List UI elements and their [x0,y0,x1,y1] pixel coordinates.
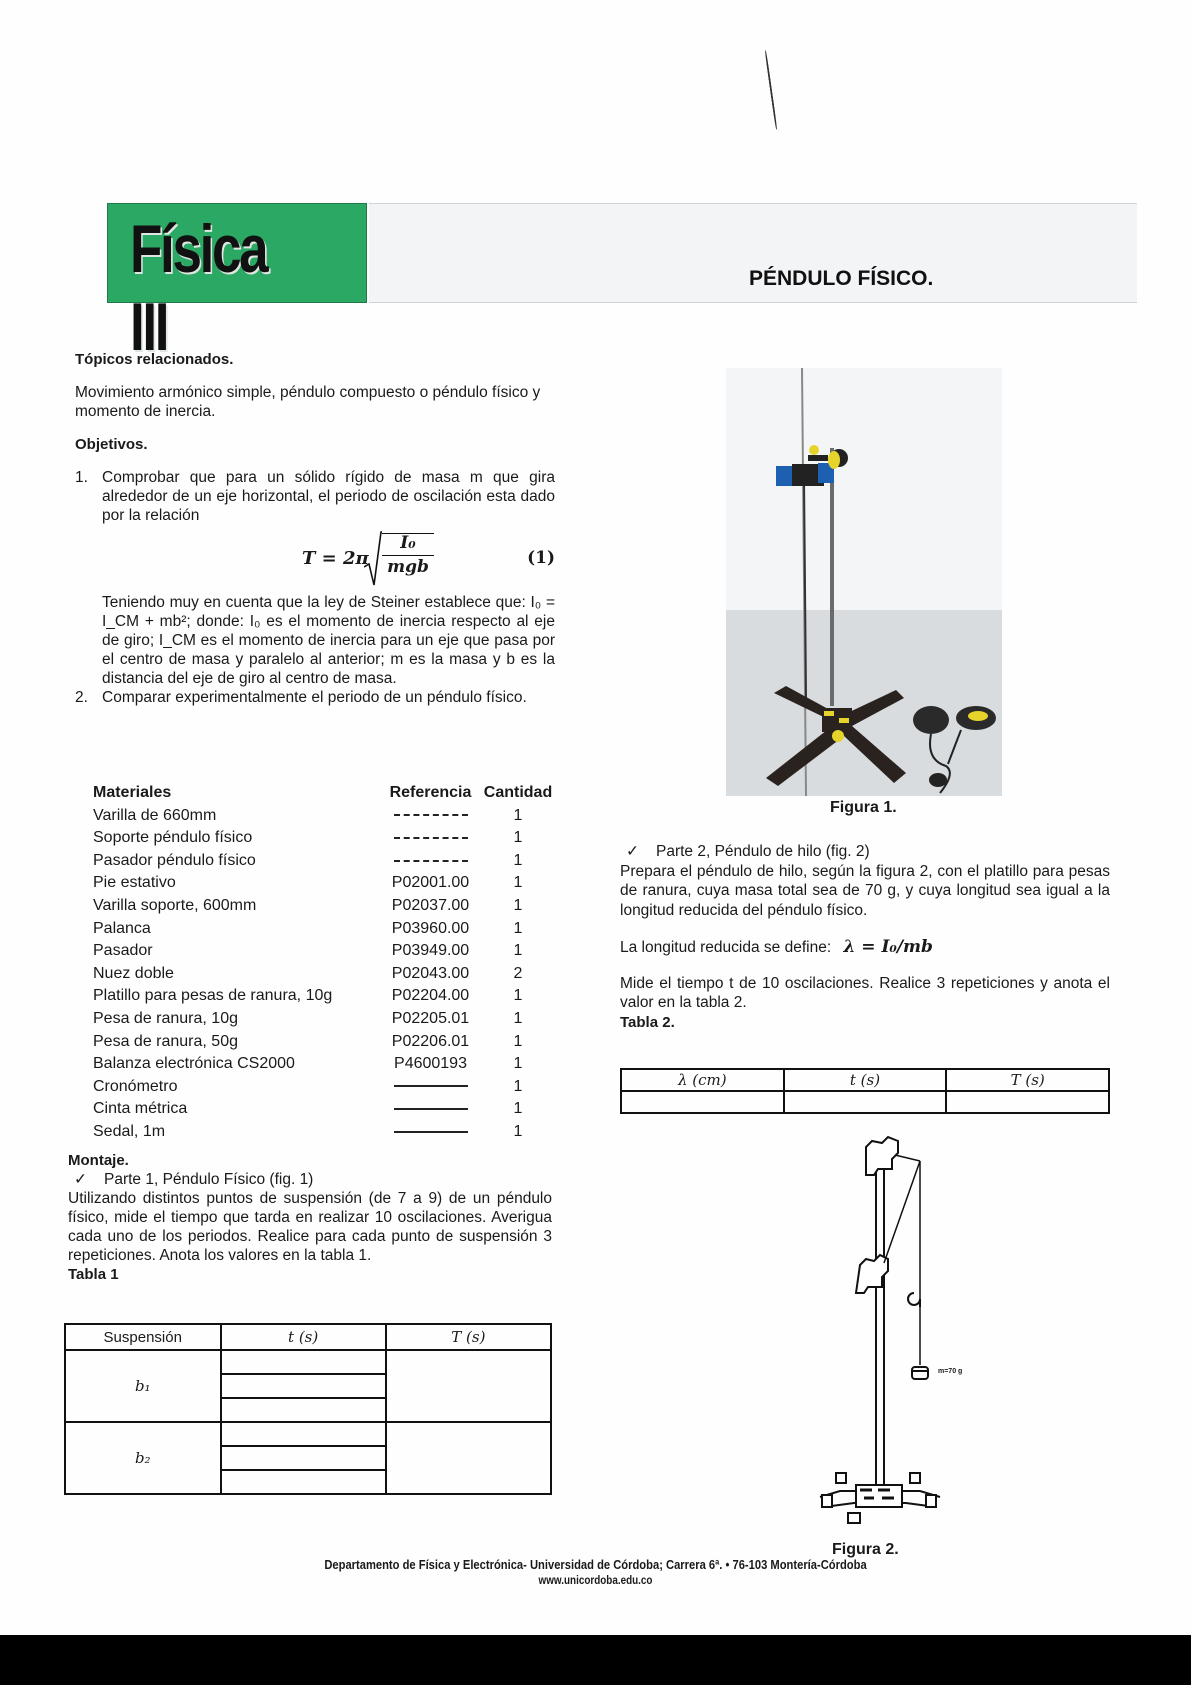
table-1-header: Suspensión t (s) T (s) [65,1324,551,1350]
title-band [369,203,1137,303]
formula-fraction: I₀ mgb [382,533,434,577]
checkmark-icon: ✓ [74,1171,87,1188]
scan-border [0,1635,1191,1685]
formula-lhs: T = 2π [302,548,369,569]
period-formula [102,529,555,591]
material-row: Cinta métrica 1 [93,1100,523,1118]
no-reference-dash [394,1085,468,1087]
material-row: Sedal, 1m 1 [93,1122,523,1140]
figure-2-drawing [760,1135,1020,1535]
no-reference-dash [394,837,468,839]
t-input-cell[interactable] [784,1091,947,1113]
T-input-cell[interactable] [946,1091,1109,1113]
t-input-cell[interactable] [221,1422,386,1446]
material-row: Balanza electrónica CS2000 P4600193 1 [93,1055,523,1073]
t-input-cell[interactable] [221,1398,386,1422]
figure-1-caption: Figura 1. [830,799,897,816]
steiner-note: Teniendo muy en cuenta que la ley de Steiner establece que: I₀ = I_CM + mb²; donde: I₀ es el momento de inercia respecto al eje de giro; I_CM es el momento de inercia para un eje que pasa por el centro de masa y paralelo al anterior; m es la masa y b es la distancia del eje de giro al centro de masa. [102,594,555,687]
course-logo-text: Física III [130,211,267,365]
figure-1-photo [726,368,1002,796]
topics-text: Movimiento armónico simple, péndulo compuesto o péndulo físico y momento de inercia. [75,384,541,420]
reduced-length-definition: La longitud reducida se define: λ = I₀/mb [620,937,933,957]
objective-1-text: Comprobar que para un sólido rígido de masa m que gira alrededor de un eje horizontal, el periodo de oscilación esta dado por la relación [102,469,555,524]
T-input-cell[interactable] [386,1350,551,1422]
checkmark-icon: ✓ [626,843,639,860]
sqrt-symbol-icon [364,531,382,587]
table2-title: Tabla 2. [620,1013,675,1031]
lambda-formula: λ = I₀/mb [843,937,933,957]
pendulum-photo-icon [726,368,1002,796]
material-row: Nuez doble P02043.00 2 [93,964,523,982]
page-footer [83,1556,1107,1590]
objective-item-1: 1. Comprobar que para un sólido rígido de masa m que gira alrededor de un eje horizontal, el periodo de oscilación esta dado por la relación T = 2π I₀ mgb (1) Teniendo muy en cuenta que la ley de Steiner establece que: I₀ = I_CM + mb²; donde: I₀ es el momento de inercia respecto al eje de giro; I_CM es el momento de inercia para un eje que pasa por el centro de masa y paralelo al anterior; m es la masa y b es la distancia del eje de giro al centro de masa. [75,469,555,687]
topics-heading: Tópicos relacionados. [75,351,234,368]
no-reference-dash [394,1131,468,1133]
material-row: Pasador P03949.00 1 [93,942,523,960]
table-2-header: λ (cm) t (s) T (s) [621,1069,1109,1091]
objective-2-text: Comparar experimentalmente el periodo de un péndulo físico. [102,689,527,706]
scan-artifact [764,50,777,129]
page-title: PÉNDULO FÍSICO. [749,267,934,290]
part1-label: ✓ Parte 1, Péndulo Físico (fig. 1) [74,1171,314,1188]
T-input-cell[interactable] [386,1422,551,1494]
footer-address: Departamento de Física y Electrónica- Universidad de Córdoba; Carrera 6ª. • 76-103 Montería-Córdoba [324,1557,867,1572]
material-row: Pesa de ranura, 50g P02206.01 1 [93,1032,523,1050]
materials-header: Materiales Referencia Cantidad [93,784,553,801]
montaje-heading: Montaje. [68,1152,129,1169]
part2-section [620,842,1110,1032]
measure-text: Mide el tiempo t de 10 oscilaciones. Realice 3 repeticiones y anota el valor en la tabla 2. [620,974,1110,1011]
no-reference-dash [394,1108,468,1110]
no-reference-dash [394,860,468,862]
table-2 [620,1068,1110,1114]
t-input-cell[interactable] [221,1446,386,1470]
part2-text: Prepara el péndulo de hilo, según la figura 2, con el platillo para pesas de ranura, cuya masa total sea de 70 g, y cuya longitud sea igual a la longitud reducida del péndulo físico. [620,862,1110,919]
table-1 [64,1323,552,1495]
table-row [65,1422,551,1446]
table-row [621,1091,1109,1113]
material-row: Varilla soporte, 600mm P02037.00 1 [93,896,523,914]
material-row: Platillo para pesas de ranura, 10g P02204.00 1 [93,987,523,1005]
material-row: Pesa de ranura, 10g P02205.01 1 [93,1009,523,1027]
material-row: Pie estativo P02001.00 1 [93,874,523,892]
montaje-section [68,1151,552,1284]
objective-item-2: 2. Comparar experimentalmente el periodo de un péndulo físico. [75,688,555,707]
table-row [65,1350,551,1374]
part2-label: ✓ Parte 2, Péndulo de hilo (fig. 2) [626,843,870,860]
material-row: Pasador péndulo físico 1 [93,851,523,869]
equation-number: (1) [527,548,555,568]
material-row: Cronómetro 1 [93,1077,523,1095]
part1-text: Utilizando distintos puntos de suspensión (de 7 a 9) de un péndulo físico, mide el tiempo que tarda en realizar 10 oscilaciones. Averigua cada uno de los periodos. Realice para cada punto de suspensión 3 repeticiones. Anota los valores en la tabla 1. [68,1190,552,1264]
string-pendulum-drawing-icon [760,1135,1020,1535]
material-row: Varilla de 660mm 1 [93,806,523,824]
table1-title: Tabla 1 [68,1266,119,1283]
figure-2-caption: Figura 2. [832,1541,899,1558]
t-input-cell[interactable] [221,1350,386,1374]
t-input-cell[interactable] [221,1470,386,1494]
no-reference-dash [394,814,468,816]
lambda-input-cell[interactable] [621,1091,784,1113]
mass-label: m=70 g [938,1368,963,1375]
left-column [75,350,555,707]
materials-list [93,782,553,1144]
t-input-cell[interactable] [221,1374,386,1398]
material-row: Palanca P03960.00 1 [93,919,523,937]
suspension-b2: b₂ [65,1422,221,1494]
objectives-heading: Objetivos. [75,436,148,453]
footer-url: www.unicordoba.edu.co [538,1575,653,1587]
objectives-list [75,468,555,707]
suspension-b1: b₁ [65,1350,221,1422]
material-row: Soporte péndulo físico 1 [93,829,523,847]
